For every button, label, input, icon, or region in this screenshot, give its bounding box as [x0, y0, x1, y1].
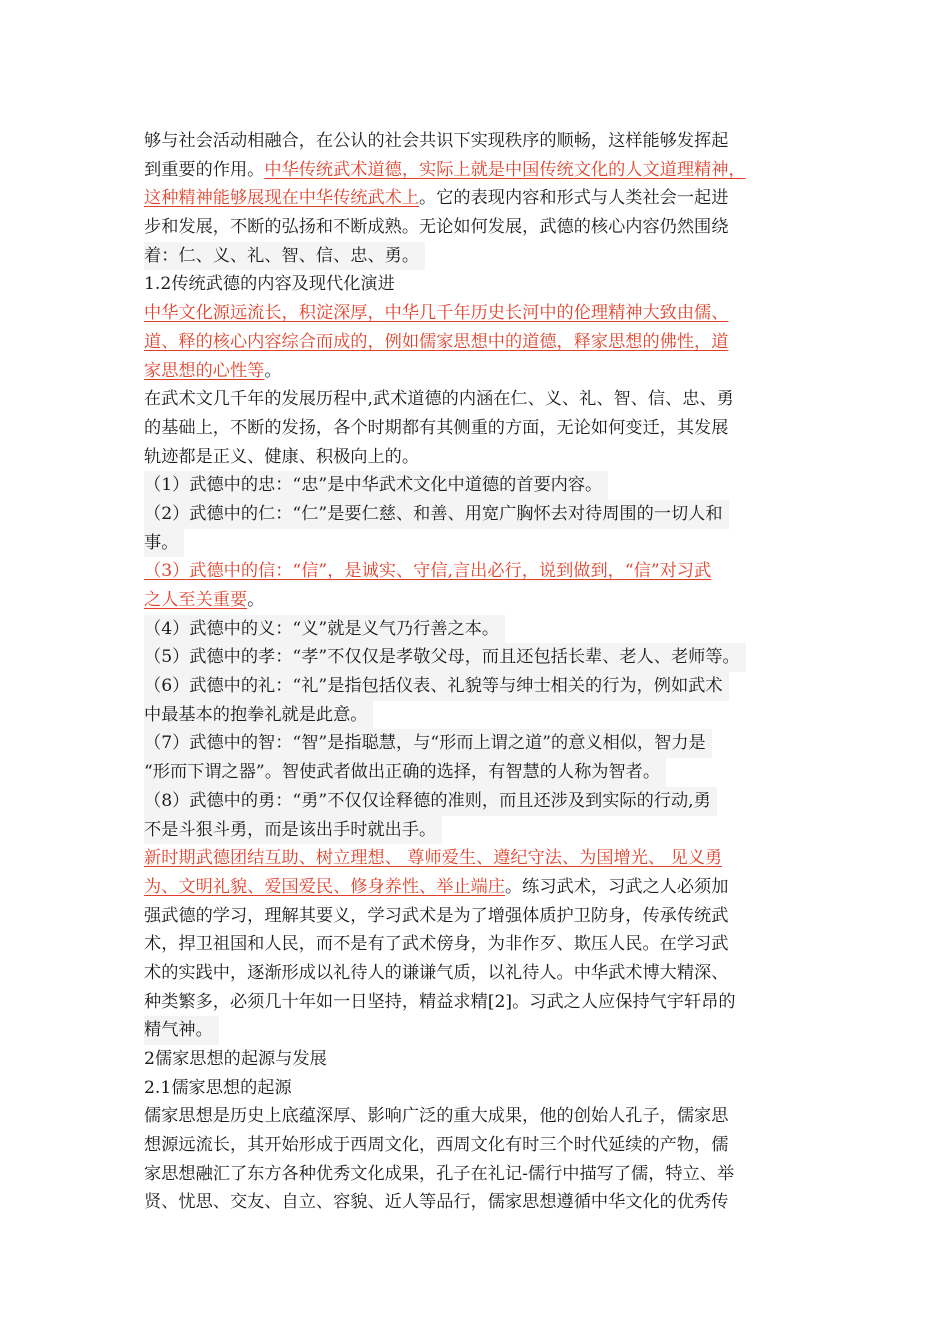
line-text: 轨迹都是正义、健康、积极向上的。 [144, 446, 420, 467]
text-line [144, 1188, 824, 1217]
document-body [144, 127, 824, 1217]
line-text: 术的实践中，逐渐形成以礼待人的谦谦气质，以礼待人。中华武术博大精深、 [144, 962, 729, 983]
line-text: （6）武德中的礼：“礼”是指包括仪表、礼貌等与绅士相关的行为，例如武术 [144, 672, 729, 701]
text-line [144, 1016, 824, 1045]
heading-text: 2儒家思想的起源与发展 [144, 1049, 327, 1069]
section-heading [144, 1045, 824, 1074]
list-item [144, 672, 824, 701]
line-text: 。 [264, 360, 282, 381]
text-line [144, 1160, 824, 1189]
line-text: （7）武德中的智：“智”是指聪慧，与“形而上谓之道”的意义相似，智力是 [144, 729, 712, 758]
text-line [144, 586, 824, 615]
line-text: （5）武德中的孝：“孝”不仅仅是孝敬父母，而且还包括长辈、老人、老师等。 [144, 643, 746, 672]
text-line [144, 184, 824, 213]
line-text: 。练习武术，习武之人必须加 [504, 876, 729, 897]
highlighted-text: 家思想的心性等 [144, 360, 265, 381]
text-line [144, 902, 824, 931]
list-item [144, 643, 824, 672]
line-text: 着：仁、义、礼、智、信、忠、勇。 [144, 242, 425, 271]
list-item [144, 787, 824, 816]
list-item [144, 615, 824, 644]
text-line [144, 328, 824, 357]
line-text: 术，捍卫祖国和人民，而不是有了武术傍身，为非作歹、欺压人民。在学习武 [144, 934, 729, 955]
highlighted-text: 新时期武德团结互助、树立理想、 尊师爱生、遵纪守法、为国增光、 见义勇 [144, 848, 723, 869]
line-text: 在武术文几千年的发展历程中,武术道德的内涵在仁、义、礼、智、信、忠、勇 [144, 389, 734, 410]
heading-text: 2.1儒家思想的起源 [144, 1077, 292, 1098]
line-text: 步和发展，不断的弘扬和不断成熟。无论如何发展，武德的核心内容仍然围绕 [144, 217, 729, 238]
text-line [144, 443, 824, 472]
line-text: 强武德的学习，理解其要义，学习武术是为了增强体质护卫防身，传承传统武 [144, 905, 729, 926]
highlighted-text: 之人至关重要 [144, 590, 248, 610]
text-line [144, 930, 824, 959]
section-heading [144, 1074, 824, 1103]
text-line [144, 988, 824, 1017]
text-line [144, 1102, 824, 1131]
highlighted-text: 道、释的核心内容综合而成的，例如儒家思想中的道德，释家思想的佛性，道 [144, 331, 729, 352]
line-text: 事。 [144, 529, 184, 558]
highlighted-text: 中华传统武术道德，实际上就是中国传统文化的人文道理精神， [264, 159, 746, 180]
line-text: 家思想融汇了东方各种优秀文化成果，孔子在礼记-儒行中描写了儒，特立、举 [144, 1163, 735, 1184]
line-text: （1）武德中的忠：“忠”是中华武术文化中道德的首要内容。 [144, 471, 608, 500]
list-item [144, 500, 824, 529]
list-item [144, 557, 824, 586]
text-line [144, 959, 824, 988]
line-text: 种类繁多，必须几十年如一日坚持，精益求精[2]。习武之人应保持气宇轩昂的 [144, 991, 736, 1012]
text-line [144, 213, 824, 242]
highlighted-text: 为、文明礼貌、爱国爱民、修身养性、举止端庄 [144, 876, 505, 897]
text-line [144, 701, 824, 730]
line-text: “形而下谓之器”。智使武者做出正确的选择，有智慧的人称为智者。 [144, 758, 666, 787]
text-line [144, 357, 824, 386]
text-line [144, 385, 824, 414]
text-line [144, 127, 824, 156]
text-line [144, 816, 824, 845]
line-text: 贤、忧思、交友、自立、容貌、近人等品行，儒家思想遵循中华文化的优秀传 [144, 1192, 729, 1213]
highlighted-text: 中华文化源远流长，积淀深厚，中华几千年历史长河中的伦理精神大致由儒、 [144, 303, 729, 324]
list-item [144, 729, 824, 758]
highlighted-text: 这种精神能够展现在中华传统武术上 [144, 188, 420, 209]
text-line [144, 299, 824, 328]
line-text: 想源远流长，其开始形成于西周文化，西周文化有时三个时代延续的产物，儒 [144, 1135, 729, 1156]
heading-text: 1.2传统武德的内容及现代化演进 [144, 274, 395, 295]
text-line [144, 156, 824, 185]
line-text: 。它的表现内容和形式与人类社会一起进 [419, 188, 729, 209]
list-item [144, 471, 824, 500]
line-text: 。 [247, 590, 265, 610]
line-text: 的基础上，不断的发扬，各个时期都有其侧重的方面，无论如何变迁，其发展 [144, 417, 729, 438]
text-line [144, 529, 824, 558]
text-line [144, 844, 824, 873]
text-line [144, 1131, 824, 1160]
line-text: 够与社会活动相融合，在公认的社会共识下实现秩序的顺畅，这样能够发挥起 [144, 131, 729, 151]
section-heading [144, 270, 824, 299]
line-text: 中最基本的抱拳礼就是此意。 [144, 701, 373, 730]
highlighted-text: （3）武德中的信：“信”，是诚实、守信,言出必行，说到做到，“信”对习武 [144, 561, 712, 582]
line-text: （2）武德中的仁：“仁”是要仁慈、和善、用宽广胸怀去对待周围的一切人和 [144, 500, 729, 529]
line-text: 儒家思想是历史上底蕴深厚、影响广泛的重大成果，他的创始人孔子，儒家思 [144, 1106, 729, 1127]
text-line [144, 758, 824, 787]
text-line [144, 242, 824, 271]
line-text: 不是斗狠斗勇，而是该出手时就出手。 [144, 816, 442, 845]
text-line [144, 873, 824, 902]
line-text: （8）武德中的勇：“勇”不仅仅诠释德的准则，而且还涉及到实际的行动,勇 [144, 787, 717, 816]
text-line [144, 414, 824, 443]
line-text: （4）武德中的义：“义”就是义气乃行善之本。 [144, 615, 505, 644]
line-text: 精气神。 [144, 1016, 219, 1045]
line-text: 到重要的作用。 [144, 159, 265, 180]
